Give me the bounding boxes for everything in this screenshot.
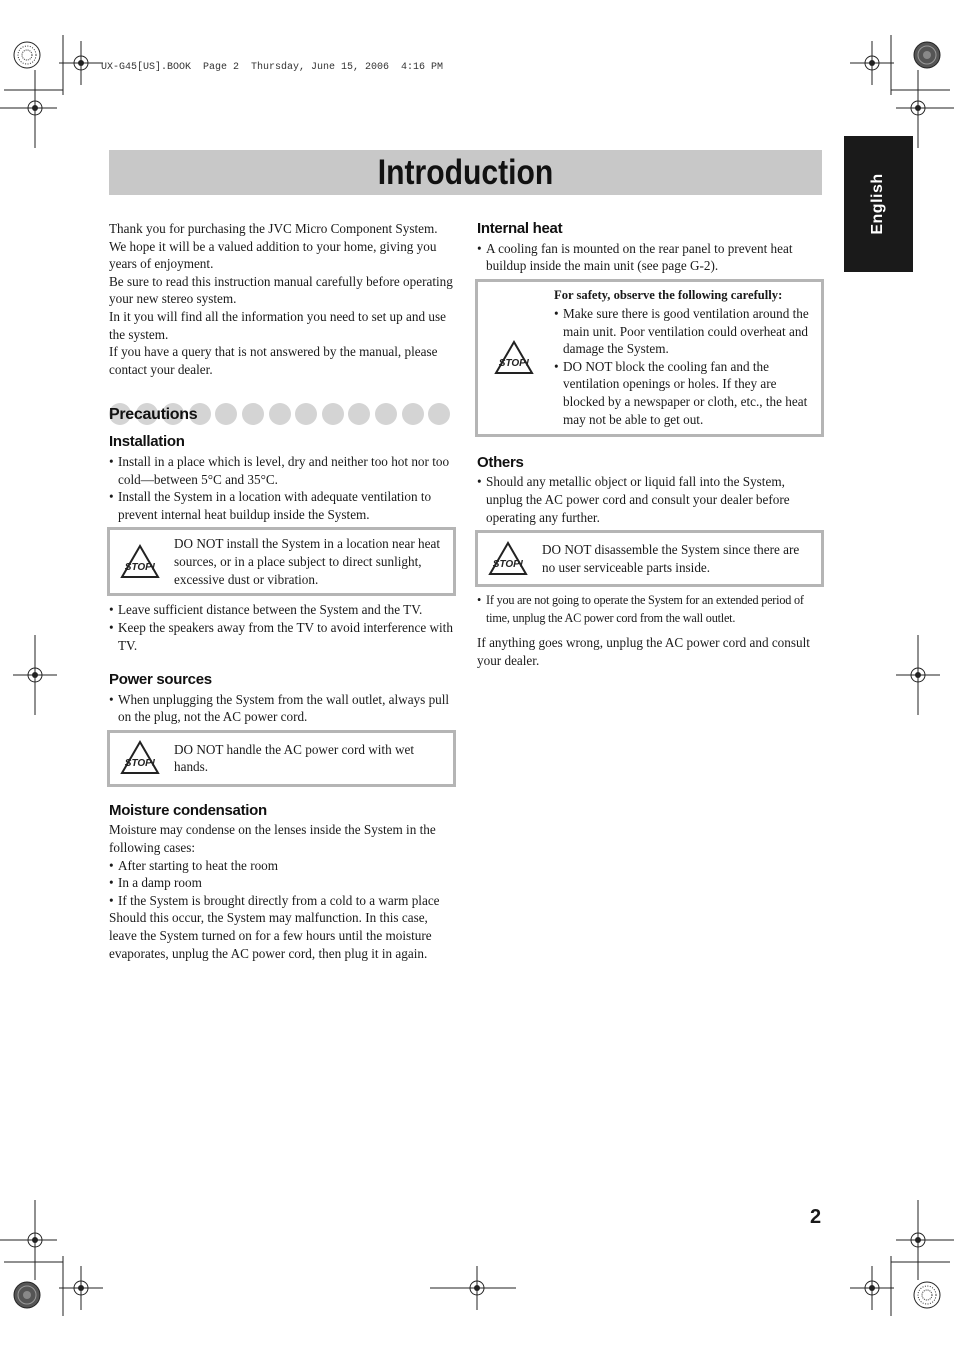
caution-list <box>554 305 815 428</box>
left-column <box>109 220 456 962</box>
power-list <box>109 691 456 726</box>
print-file-header: UX-G45[US].BOOK Page 2 Thursday, June 15, 2006 4:16 PM <box>101 62 444 73</box>
caution-text: DO NOT install the System in a location near heat sources, or in a place subject to direct sunlight, excessive dust or vibration. <box>174 536 441 587</box>
internal-heat-list <box>477 240 824 275</box>
intro-paragraph: If you have a query that is not answered by the manual, please contact your dealer. <box>109 344 438 377</box>
caution-box-installation <box>107 527 456 596</box>
intro-paragraph: In it you will find all the information you need to set up and use the system. <box>109 308 446 342</box>
list-item: • Leave sufficient distance between the System and the TV. <box>109 601 456 619</box>
stop-icon-text: STOP! <box>124 758 156 770</box>
caution-box-others <box>475 530 824 587</box>
precautions-heading: Precautions <box>109 405 198 423</box>
list-item: • Should any metallic object or liquid fall into the System, unplug the AC power cord and consult your dealer before operating any further. <box>477 473 824 526</box>
caution-box-internal-heat <box>475 279 824 437</box>
stop-icon-text: STOP! <box>498 357 530 369</box>
others-list-2 <box>477 592 824 627</box>
caution-text: DO NOT disassemble the System since there are no user serviceable parts inside. <box>542 542 800 575</box>
moisture-heading: Moisture condensation <box>109 801 267 819</box>
right-column <box>477 220 824 670</box>
list-item: • If the System is brought directly from a cold to a warm place <box>109 892 456 910</box>
moisture-list <box>109 857 456 910</box>
intro-paragraph: Thank you for purchasing the JVC Micro Component System. <box>109 221 438 236</box>
installation-list <box>109 453 456 523</box>
caution-text: DO NOT handle the AC power cord with wet hands. <box>174 741 415 775</box>
language-tab <box>844 136 913 272</box>
moisture-outro: Should this occur, the System may malfunction. In this case, leave the System turned on for a few hours until the moisture evaporates, unplug the AC power cord, then plug it in again. <box>109 910 432 961</box>
others-heading: Others <box>477 453 524 471</box>
installation-list-2 <box>109 601 456 654</box>
stop-warning-icon <box>110 543 170 581</box>
stop-warning-icon <box>478 339 550 377</box>
stop-warning-icon <box>110 739 170 777</box>
list-item: • When unplugging the System from the wall outlet, always pull on the plug, not the AC power cord. <box>109 691 456 726</box>
intro-paragraph: We hope it will be a valued addition to your home, giving you years of enjoyment. <box>109 238 437 272</box>
list-item: • Keep the speakers away from the TV to avoid interference with TV. <box>109 619 456 654</box>
internal-heat-heading: Internal heat <box>477 220 563 237</box>
page-number: 2 <box>810 1206 822 1228</box>
caution-box-power <box>107 730 456 787</box>
list-item: • If you are not going to operate the System for an extended period of time, unplug the AC power cord from the wall outlet. <box>477 592 824 627</box>
installation-heading: Installation <box>109 433 185 451</box>
page-title-bar <box>109 150 822 195</box>
page-title: Introduction <box>377 153 554 192</box>
list-item: • Make sure there is good ventilation around the main unit. Poor ventilation could overheat and damage the System. <box>554 305 815 358</box>
list-item: • A cooling fan is mounted on the rear panel to prevent heat buildup inside the main unit (see page G-2). <box>477 240 824 275</box>
closing-paragraph: If anything goes wrong, unplug the AC power cord and consult your dealer. <box>477 635 810 668</box>
language-tab-label: English <box>869 173 886 235</box>
list-item: • DO NOT block the cooling fan and the ventilation openings or holes. If they are blocked by a newspaper or cloth, etc., the heat may not be able to get out. <box>554 358 815 428</box>
precautions-heading-row <box>109 402 456 426</box>
list-item: • After starting to heat the room <box>109 857 456 875</box>
others-list <box>477 473 824 526</box>
stop-icon-text: STOP! <box>492 558 524 570</box>
caution-title: For safety, observe the following carefully: <box>554 288 783 303</box>
intro-section <box>109 220 456 378</box>
moisture-intro: Moisture may condense on the lenses inside the System in the following cases: <box>109 822 436 856</box>
list-item: • Install the System in a location with adequate ventilation to prevent internal heat buildup inside the System. <box>109 488 456 523</box>
power-sources-heading: Power sources <box>109 671 212 689</box>
stop-icon-text: STOP! <box>124 561 156 573</box>
list-item: • In a damp room <box>109 874 456 892</box>
list-item: • Install in a place which is level, dry and neither too hot nor too cold—between 5°C and 35°C. <box>109 453 456 488</box>
stop-warning-icon <box>478 540 538 578</box>
intro-paragraph: Be sure to read this instruction manual carefully before operating your new stereo system. <box>109 273 453 307</box>
